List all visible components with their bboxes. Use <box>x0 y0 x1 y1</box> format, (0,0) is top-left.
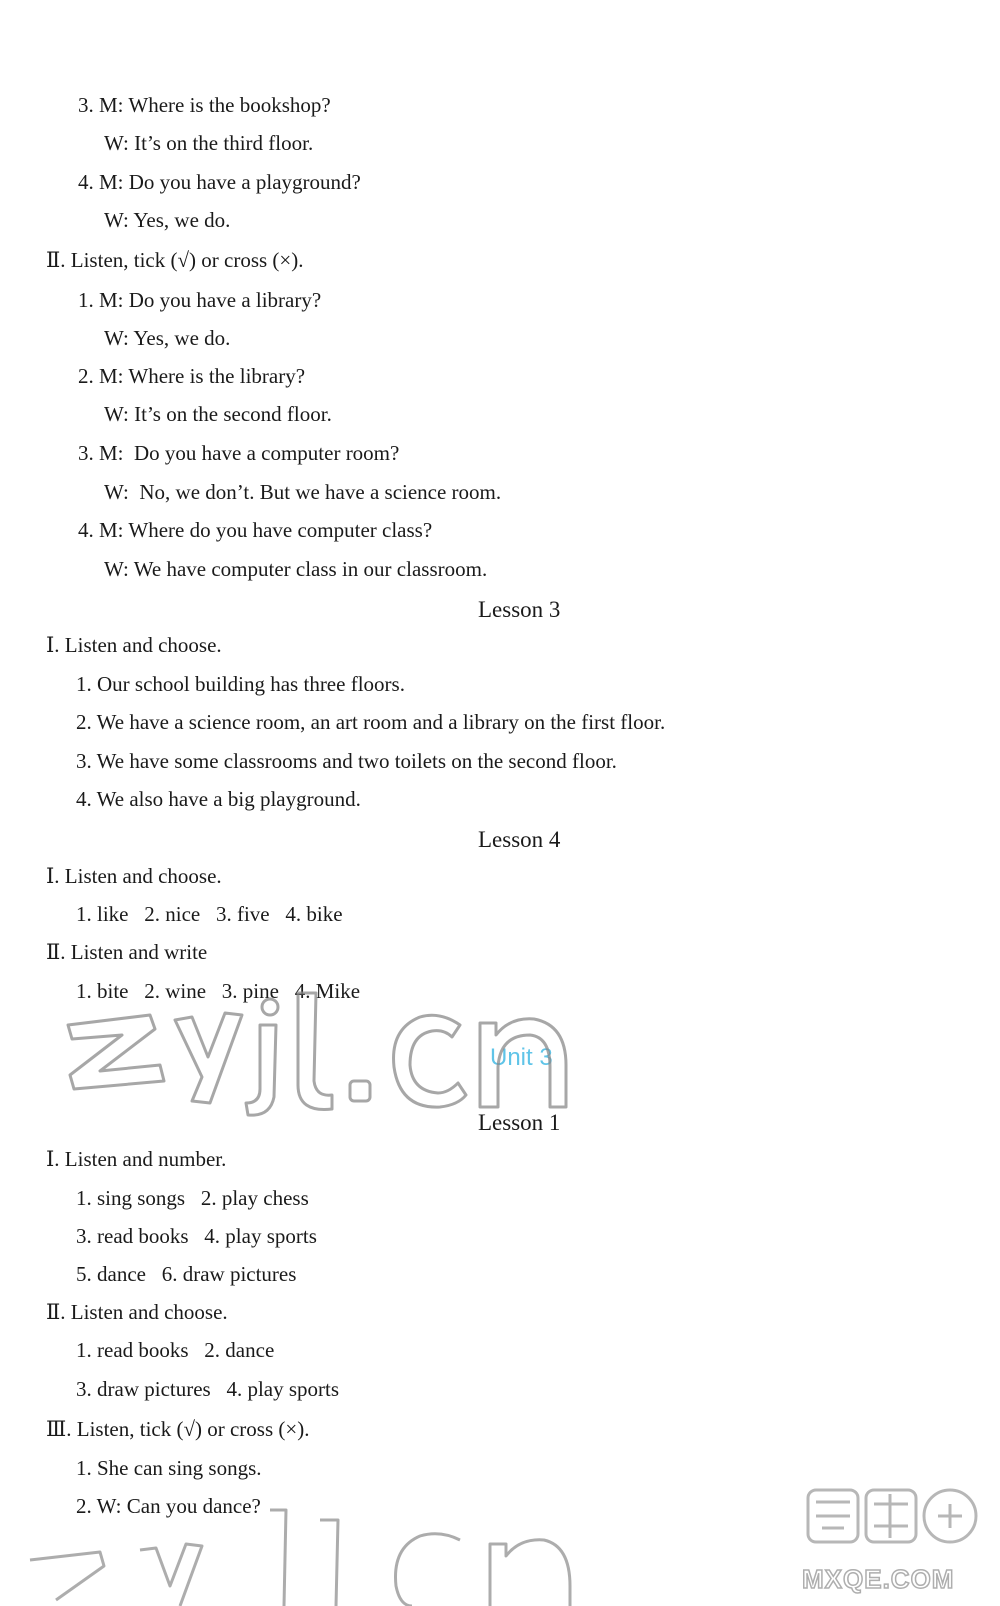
dialogue-line: 3. M: Where is the bookshop? <box>78 93 331 117</box>
dialogue-line: W: Yes, we do. <box>104 326 231 350</box>
answer-line: 1. bite 2. wine 3. pine 4. Mike <box>76 979 361 1003</box>
dialogue-line: W: We have computer class in our classroom. <box>104 557 488 581</box>
answer-line: 1. sing songs 2. play chess <box>76 1186 309 1210</box>
dialogue-line: W: Yes, we do. <box>104 208 231 232</box>
lesson-title: Lesson 4 <box>478 827 561 852</box>
answer-stamp-icon <box>800 1480 990 1570</box>
answer-line: 1. like 2. nice 3. five 4. bike <box>76 902 343 926</box>
unit-title: Unit 3 <box>490 1044 553 1071</box>
dialogue-line: 1. M: Do you have a library? <box>78 288 322 312</box>
sentence-line: 1. She can sing songs. <box>76 1456 262 1480</box>
exercise-heading: Ⅱ. Listen, tick (√) or cross (×). <box>46 248 304 272</box>
sentence-line: 3. We have some classrooms and two toilets on the second floor. <box>76 749 617 773</box>
lesson-title: Lesson 1 <box>478 1110 561 1135</box>
exercise-heading: Ⅱ. Listen and choose. <box>46 1300 228 1324</box>
corner-logo-watermark <box>800 1480 990 1600</box>
dialogue-line: 3. M: Do you have a computer room? <box>78 441 400 465</box>
answer-line: 3. read books 4. play sports <box>76 1224 317 1248</box>
dialogue-line: W: It’s on the second floor. <box>104 402 332 426</box>
answer-line: 1. read books 2. dance <box>76 1338 275 1362</box>
dialogue-line: 2. W: Can you dance? <box>76 1494 261 1518</box>
dialogue-line: 4. M: Where do you have computer class? <box>78 518 433 542</box>
exercise-heading: Ⅲ. Listen, tick (√) or cross (×). <box>46 1417 310 1441</box>
sentence-line: 2. We have a science room, an art room and a library on the first floor. <box>76 710 666 734</box>
sentence-line: 1. Our school building has three floors. <box>76 672 405 696</box>
corner-logo-text: MXQE.COM <box>802 1564 955 1594</box>
dialogue-line: W: It’s on the third floor. <box>104 131 314 155</box>
dialogue-line: 4. M: Do you have a playground? <box>78 170 361 194</box>
exercise-heading: Ⅰ. Listen and choose. <box>46 633 222 657</box>
exercise-heading: Ⅰ. Listen and choose. <box>46 864 222 888</box>
answer-line: 3. draw pictures 4. play sports <box>76 1377 340 1401</box>
dialogue-line: W: No, we don’t. But we have a science room. <box>104 480 502 504</box>
sentence-line: 4. We also have a big playground. <box>76 787 361 811</box>
answer-line: 5. dance 6. draw pictures <box>76 1262 297 1286</box>
lesson-title: Lesson 3 <box>478 597 561 622</box>
exercise-heading: Ⅰ. Listen and number. <box>46 1147 227 1171</box>
exercise-heading: Ⅱ. Listen and write <box>46 940 208 964</box>
dialogue-line: 2. M: Where is the library? <box>78 364 306 388</box>
